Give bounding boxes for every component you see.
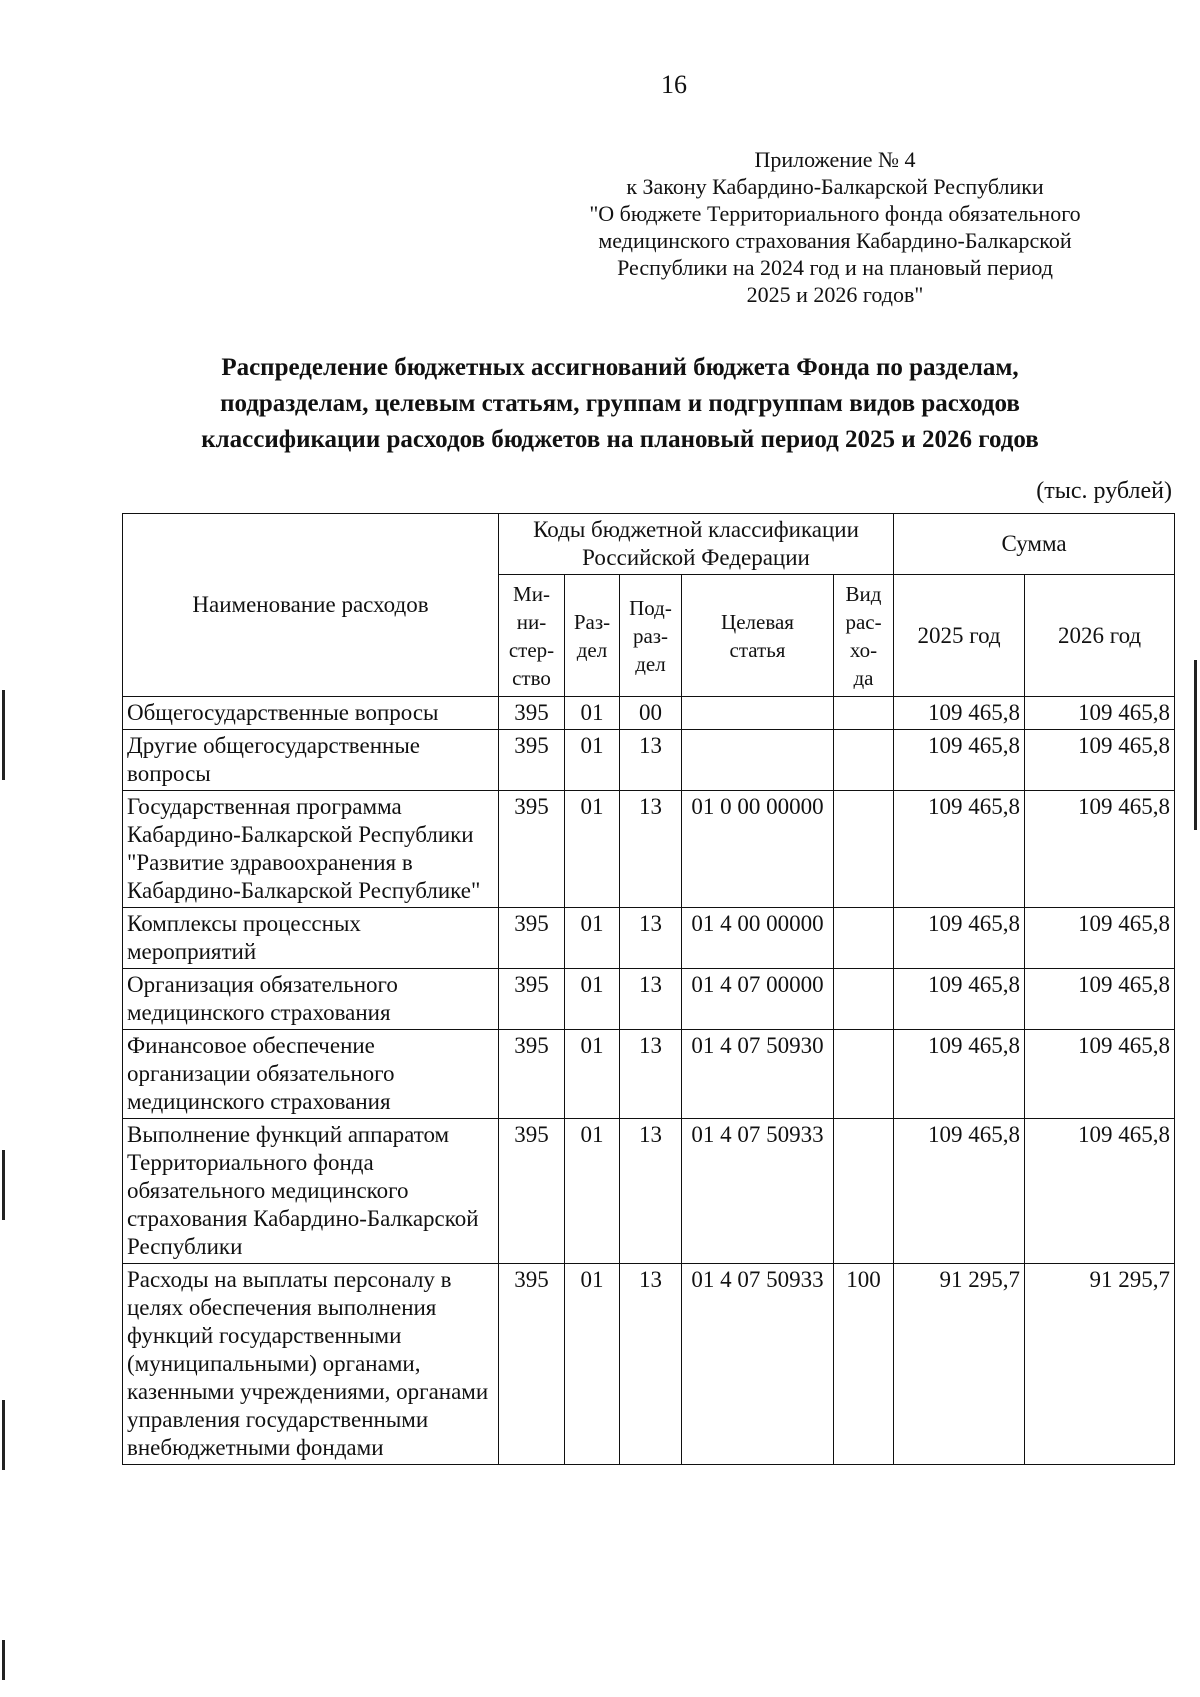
header-expense-type: Вид рас- хо- да bbox=[834, 575, 894, 697]
expense-type-code bbox=[834, 969, 894, 1030]
table-row bbox=[123, 1264, 1175, 1465]
row-name: Другие общегосударственные вопросы bbox=[123, 730, 499, 791]
section-code: 01 bbox=[565, 791, 620, 908]
amount-2025: 109 465,8 bbox=[894, 1119, 1025, 1264]
table-row bbox=[123, 791, 1175, 908]
amount-2026: 109 465,8 bbox=[1025, 730, 1175, 791]
appendix-line: 2025 и 2026 годов" bbox=[746, 282, 924, 307]
header-2026: 2026 год bbox=[1025, 575, 1175, 697]
header-ministry: Ми- ни- стер- ство bbox=[499, 575, 565, 697]
amount-2025: 91 295,7 bbox=[894, 1264, 1025, 1465]
ministry-code: 395 bbox=[499, 969, 565, 1030]
budget-table bbox=[122, 513, 1175, 1465]
section-code: 01 bbox=[565, 1030, 620, 1119]
row-name: Финансовое обеспечение организации обязательного медицинского страхования bbox=[123, 1030, 499, 1119]
section-code: 01 bbox=[565, 969, 620, 1030]
header-sum: Сумма bbox=[894, 514, 1175, 575]
header-2025: 2025 год bbox=[894, 575, 1025, 697]
target-article: 01 4 00 00000 bbox=[682, 908, 834, 969]
target-article: 01 4 07 50933 bbox=[682, 1264, 834, 1465]
row-name: Общегосударственные вопросы bbox=[123, 697, 499, 730]
ministry-code: 395 bbox=[499, 1030, 565, 1119]
target-article: 01 4 07 50930 bbox=[682, 1030, 834, 1119]
section-code: 01 bbox=[565, 1264, 620, 1465]
target-article bbox=[682, 730, 834, 791]
subsection-code: 13 bbox=[620, 730, 682, 791]
ministry-code: 395 bbox=[499, 697, 565, 730]
amount-2026: 91 295,7 bbox=[1025, 1264, 1175, 1465]
amount-2026: 109 465,8 bbox=[1025, 791, 1175, 908]
expense-type-code bbox=[834, 697, 894, 730]
table-row bbox=[123, 1119, 1175, 1264]
target-article: 01 4 07 00000 bbox=[682, 969, 834, 1030]
appendix-line: Приложение № 4 bbox=[754, 147, 916, 172]
expense-type-code: 100 bbox=[834, 1264, 894, 1465]
amount-2026: 109 465,8 bbox=[1025, 969, 1175, 1030]
table-row bbox=[123, 697, 1175, 730]
table-row bbox=[123, 908, 1175, 969]
subsection-code: 00 bbox=[620, 697, 682, 730]
header-codes: Коды бюджетной классификации Российской Федерации bbox=[499, 514, 894, 575]
appendix-line: Республики на 2024 год и на плановый период bbox=[617, 255, 1053, 280]
title-line: классификации расходов бюджетов на плановый период 2025 и 2026 годов bbox=[201, 426, 1039, 453]
table-row bbox=[123, 730, 1175, 791]
units-label: (тыс. рублей) bbox=[1036, 478, 1172, 504]
ministry-code: 395 bbox=[499, 1264, 565, 1465]
table-row bbox=[123, 1030, 1175, 1119]
row-name: Комплексы процессных мероприятий bbox=[123, 908, 499, 969]
row-name: Государственная программа Кабардино-Балкарской Республики "Развитие здравоохранения в Кабардино-Балкарской Республике" bbox=[123, 791, 499, 908]
scan-margin-mark bbox=[2, 1400, 5, 1470]
amount-2026: 109 465,8 bbox=[1025, 1030, 1175, 1119]
subsection-code: 13 bbox=[620, 791, 682, 908]
expense-type-code bbox=[834, 730, 894, 791]
section-code: 01 bbox=[565, 697, 620, 730]
appendix-line: к Закону Кабардино-Балкарской Республики bbox=[626, 174, 1044, 199]
subsection-code: 13 bbox=[620, 969, 682, 1030]
amount-2025: 109 465,8 bbox=[894, 697, 1025, 730]
header-subsection: Под- раз- дел bbox=[620, 575, 682, 697]
scan-margin-mark bbox=[2, 1150, 5, 1220]
header-name: Наименование расходов bbox=[123, 514, 499, 697]
title-line: Распределение бюджетных ассигнований бюджета Фонда по разделам, bbox=[221, 354, 1019, 381]
section-code: 01 bbox=[565, 908, 620, 969]
ministry-code: 395 bbox=[499, 730, 565, 791]
amount-2025: 109 465,8 bbox=[894, 969, 1025, 1030]
subsection-code: 13 bbox=[620, 1264, 682, 1465]
amount-2025: 109 465,8 bbox=[894, 730, 1025, 791]
expense-type-code bbox=[834, 791, 894, 908]
ministry-code: 395 bbox=[499, 1119, 565, 1264]
document-title bbox=[120, 350, 1120, 458]
scan-margin-mark bbox=[2, 690, 5, 780]
appendix-line: медицинского страхования Кабардино-Балкарской bbox=[598, 228, 1072, 253]
table-body bbox=[123, 697, 1175, 1465]
amount-2026: 109 465,8 bbox=[1025, 908, 1175, 969]
target-article: 01 4 07 50933 bbox=[682, 1119, 834, 1264]
section-code: 01 bbox=[565, 1119, 620, 1264]
header-section: Раз- дел bbox=[565, 575, 620, 697]
ministry-code: 395 bbox=[499, 791, 565, 908]
subsection-code: 13 bbox=[620, 1030, 682, 1119]
amount-2025: 109 465,8 bbox=[894, 1030, 1025, 1119]
target-article bbox=[682, 697, 834, 730]
row-name: Организация обязательного медицинского страхования bbox=[123, 969, 499, 1030]
expense-type-code bbox=[834, 908, 894, 969]
section-code: 01 bbox=[565, 730, 620, 791]
table-row bbox=[123, 969, 1175, 1030]
subsection-code: 13 bbox=[620, 1119, 682, 1264]
title-line: подразделам, целевым статьям, группам и подгруппам видов расходов bbox=[220, 390, 1020, 417]
target-article: 01 0 00 00000 bbox=[682, 791, 834, 908]
amount-2026: 109 465,8 bbox=[1025, 1119, 1175, 1264]
header-target: Целевая статья bbox=[682, 575, 834, 697]
scan-margin-mark bbox=[2, 1640, 5, 1680]
subsection-code: 13 bbox=[620, 908, 682, 969]
row-name: Расходы на выплаты персоналу в целях обеспечения выполнения функций государственными (муниципальными) органами, казенными учреждениями, органами управления государственными внебюджетными фондами bbox=[123, 1264, 499, 1465]
scan-margin-mark bbox=[1194, 660, 1197, 830]
amount-2025: 109 465,8 bbox=[894, 908, 1025, 969]
amount-2025: 109 465,8 bbox=[894, 791, 1025, 908]
expense-type-code bbox=[834, 1030, 894, 1119]
appendix-line: "О бюджете Территориального фонда обязательного bbox=[589, 201, 1081, 226]
page-number: 16 bbox=[661, 70, 687, 99]
appendix-header bbox=[540, 146, 1130, 308]
row-name: Выполнение функций аппаратом Территориального фонда обязательного медицинского страхования Кабардино-Балкарской Республики bbox=[123, 1119, 499, 1264]
ministry-code: 395 bbox=[499, 908, 565, 969]
amount-2026: 109 465,8 bbox=[1025, 697, 1175, 730]
expense-type-code bbox=[834, 1119, 894, 1264]
